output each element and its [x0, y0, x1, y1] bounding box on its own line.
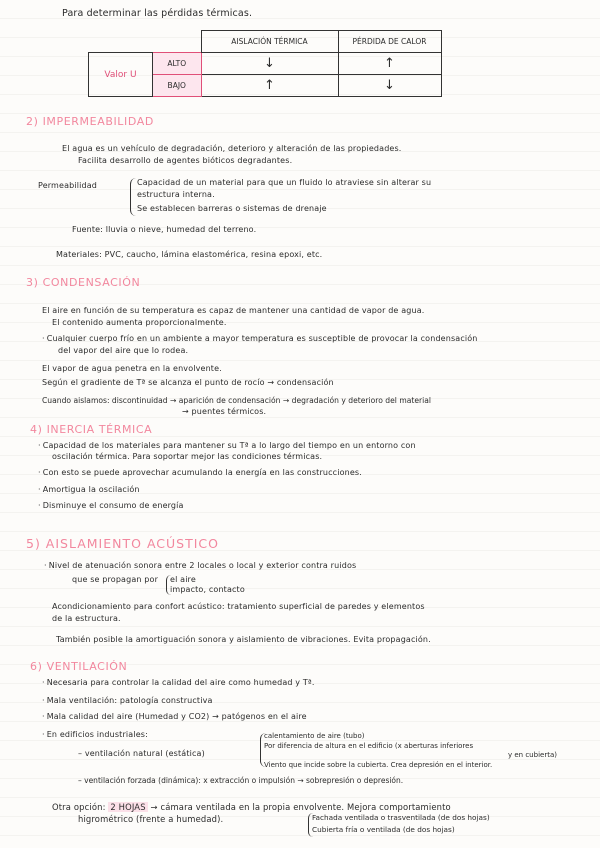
s5-line-2b: impacto, contacto — [170, 585, 245, 594]
natural-vent-note-2: Por diferencia de altura en el edificio (x aberturas inferiores — [264, 742, 474, 750]
bajo-label: BAJO — [153, 75, 202, 97]
heading-impermeabilidad: 2) IMPERMEABILIDAD — [26, 115, 154, 128]
s5-line-2: que se propagan por — [72, 575, 159, 584]
thermal-loss-table — [88, 30, 442, 97]
alto-aislacion-arrow: ↓ — [201, 53, 338, 75]
alto-perdida-arrow: ↑ — [338, 53, 441, 75]
s4-line-4: · Amortigua la oscilación — [38, 485, 140, 494]
s3-line-4: del vapor del aire que lo rodea. — [58, 346, 189, 355]
s3-line-1: El aire en función de su temperatura es capaz de mantener una cantidad de vapor de agua. — [42, 306, 425, 315]
option-note-1: Fachada ventilada o trasventilada (de dos hojas) — [312, 813, 490, 822]
s2-line-1: El agua es un vehículo de degradación, deterioro y alteración de las propiedades. — [62, 144, 402, 153]
header-perdida: PÉRDIDA DE CALOR — [338, 31, 441, 53]
intro-line: Para determinar las pérdidas térmicas. — [62, 8, 253, 19]
perm-line-3: Se establecen barreras o sistemas de drenaje — [137, 204, 327, 213]
header-aislacion: AISLACIÓN TÉRMICA — [201, 31, 338, 53]
s3-line-2: El contenido aumenta proporcionalmente. — [52, 318, 227, 327]
s6-line-4: · En edificios industriales: — [42, 730, 148, 739]
s6-line-6: – ventilación forzada (dinámica): x extracción o impulsión → sobrepresión o depresión. — [78, 776, 404, 785]
s5-line-4: de la estructura. — [52, 614, 121, 623]
natural-vent-note-3: Viento que incide sobre la cubierta. Crea depresión en el interior. — [264, 761, 493, 769]
s3-line-7: Cuando aislamos: discontinuidad → aparición de condensación → degradación y deterioro del material — [42, 396, 432, 405]
s5-line-2a: el aire — [170, 575, 196, 584]
dos-hojas-highlight: 2 HOJAS — [110, 802, 146, 812]
permeabilidad-label: Permeabilidad — [38, 181, 97, 190]
s6-line-3: · Mala calidad del aire (Humedad y CO2) → patógenos en el aire — [42, 712, 307, 721]
s3-line-8: → puentes térmicos. — [182, 407, 267, 416]
s3-line-6: Según el gradiente de Tª se alcanza el punto de rocío → condensación — [42, 378, 334, 387]
perm-line-1: Capacidad de un material para que un fluido lo atraviese sin alterar su — [137, 178, 432, 187]
s6-line-1: · Necesaria para controlar la calidad del aire como humedad y Tª. — [42, 678, 315, 687]
s3-line-5: El vapor de agua penetra en la envolvente. — [42, 364, 222, 373]
heading-inercia: 4) INERCIA TÉRMICA — [30, 423, 153, 436]
heading-aislamiento-acustico: 5) AISLAMIENTO ACÚSTICO — [26, 536, 219, 551]
natural-vent-note-2b: y en cubierta) — [508, 751, 557, 759]
heading-ventilacion: 6) VENTILACIÓN — [30, 660, 128, 673]
higrometrico-line: higrométrico (frente a humedad). — [78, 814, 224, 824]
heading-condensacion: 3) CONDENSACIÓN — [26, 276, 141, 289]
bajo-aislacion-arrow: ↑ — [201, 75, 338, 97]
otra-opcion-label: Otra opción: — [52, 802, 106, 812]
s5-line-3: Acondicionamiento para confort acústico: tratamiento superficial de paredes y elementos — [52, 602, 425, 611]
s6-line-2: · Mala ventilación: patología constructiva — [42, 696, 213, 705]
s4-line-2: oscilación térmica. Para soportar mejor las condiciones térmicas. — [52, 452, 323, 461]
materiales-line: Materiales: PVC, caucho, lámina elastomérica, resina epoxi, etc. — [56, 250, 323, 259]
s6-line-5: – ventilación natural (estática) — [78, 749, 205, 758]
row-label-valor-u: Valor U — [89, 53, 153, 97]
s4-line-5: · Disminuye el consumo de energía — [38, 501, 184, 510]
s2-line-2: Facilita desarrollo de agentes bióticos degradantes. — [78, 156, 293, 165]
alto-label: ALTO — [153, 53, 202, 75]
s4-line-3: · Con esto se puede aprovechar acumulando la energía en las construcciones. — [38, 468, 362, 477]
bajo-perdida-arrow: ↓ — [338, 75, 441, 97]
perm-line-2: estructura interna. — [137, 190, 215, 199]
s5-line-5: También posible la amortiguación sonora y aislamiento de vibraciones. Evita propagación. — [56, 635, 431, 644]
otra-opcion-line — [52, 802, 451, 812]
s4-line-1: · Capacidad de los materiales para mantener su Tª a lo largo del tiempo en un entorno con — [38, 441, 416, 450]
option-note-2: Cubierta fría o ventilada (de dos hojas) — [312, 825, 455, 834]
otra-opcion-text: → cámara ventilada en la propia envolvente. Mejora comportamiento — [150, 802, 451, 812]
s5-line-1: · Nivel de atenuación sonora entre 2 locales o local y exterior contra ruidos — [44, 561, 357, 570]
fuente-line: Fuente: lluvia o nieve, humedad del terreno. — [72, 225, 257, 234]
natural-vent-note-1: calentamiento de aire (tubo) — [264, 732, 365, 740]
perm-brace — [130, 178, 136, 216]
s3-line-3: · Cualquier cuerpo frío en un ambiente a mayor temperatura es susceptible de provocar la condensación — [42, 334, 478, 343]
